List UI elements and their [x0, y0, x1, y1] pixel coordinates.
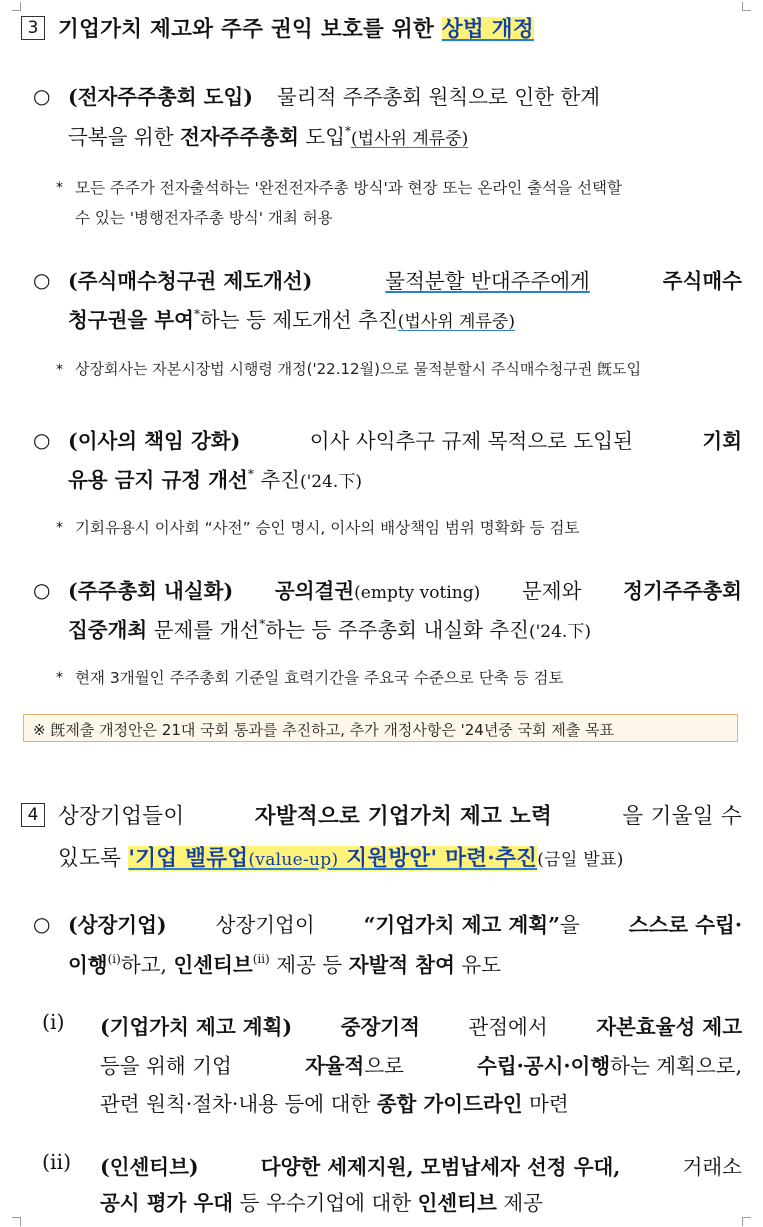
s3-item3-line2-bold: 유용 금지 규정 개선 — [68, 468, 248, 492]
s3-item2-line1 — [68, 264, 742, 294]
section-3-number-box: 3 — [21, 16, 45, 40]
s4-sub2-line2-c: 인센티브 — [417, 1191, 497, 1215]
section-3-title — [58, 12, 534, 43]
s4-sub1-label: (기업가치 제고 계획) — [100, 1015, 293, 1039]
page-corner-bottom-right — [742, 1217, 751, 1226]
s3-item2-line2-b: 하는 등 제도개선 추진 — [199, 308, 398, 332]
s3-item2-label: (주식매수청구권 제도개선) — [68, 269, 313, 293]
s3-item2-line1-mid: 물적분할 반대주주에게 — [385, 269, 590, 293]
s4-sub2-line2 — [100, 1186, 543, 1216]
s4-item1-line1 — [68, 908, 742, 938]
s3-item3-line2 — [68, 463, 362, 493]
s3-item2-note-line1: 상장회사는 자본시장법 시행령 개정('22.12월)으로 물적분할시 주식매수청구권 旣도입 — [75, 360, 642, 378]
s3-item4-line1-mid: 공의결권 — [274, 579, 355, 603]
s4-sub1-line3-a: 관련 원칙·절차·내용 등에 대한 — [100, 1092, 371, 1116]
s4-sub2-line1-mid: 다양한 세제지원, 모범납세자 선정 우대, — [260, 1155, 621, 1179]
s3-item1-line1 — [68, 80, 742, 110]
s4-sub2-line2-d: 제공 — [503, 1191, 543, 1215]
s3-item4-label: (주주총회 내실화) — [68, 579, 234, 603]
s3-item3-note-line1: 기회유용시 이사회 “사전” 승인 명시, 이사의 배상책임 범위 명확화 등 검토 — [75, 519, 580, 537]
s3-item2-line1-end: 주식매수 — [662, 269, 742, 293]
section-3-title-highlight: 상법 개정 — [441, 17, 534, 42]
footnote-star: * — [345, 124, 352, 138]
s3-item4-line2-c: 하는 등 주주총회 내실화 추진 — [265, 618, 529, 642]
s4-sub1-line1 — [100, 1010, 742, 1040]
bullet-circle: ○ — [33, 84, 51, 108]
page-corner-bottom-left — [12, 1217, 21, 1226]
s4-item1-line2-a: 이행 — [68, 953, 108, 977]
s4-sub1-line2-d: 수립·공시·이행 — [477, 1054, 611, 1078]
s4-sub2-line1 — [100, 1150, 742, 1180]
section-4-line2 — [58, 841, 624, 872]
s3-item4-line2-bold: 집중개최 — [68, 618, 148, 642]
s3-item2-line2-bold: 청구권을 부여 — [68, 308, 194, 332]
bullet-circle: ○ — [33, 578, 51, 602]
section-4-line1-a: 상장기업들이 — [58, 804, 185, 829]
note-star: * — [56, 180, 63, 196]
bullet-circle: ○ — [33, 268, 51, 292]
footnote-star: * — [193, 307, 200, 321]
bullet-circle: ○ — [33, 428, 51, 452]
section-4-line1 — [58, 799, 742, 830]
bullet-circle: ○ — [33, 912, 51, 936]
s4-item1-line2-e: 자발적 참여 — [348, 953, 455, 977]
section-4-number-box: 4 — [21, 803, 45, 827]
s3-item4-note-line1: 현재 3개월인 주주총회 기준일 효력기간을 주요국 수준으로 단축 등 검토 — [75, 669, 564, 687]
s4-item1-label: (상장기업) — [68, 913, 167, 937]
section-4-announce: (금일 발표) — [537, 850, 624, 870]
s3-item4-line1-mid2: (empty voting) — [354, 583, 481, 603]
s4-sub1-line3 — [100, 1087, 569, 1117]
s4-item1-line1-mid2: 을 — [559, 913, 580, 937]
section-4-line2-a: 있도록 — [58, 846, 122, 871]
s4-sub2-line1-end: 거래소 — [682, 1155, 742, 1179]
section-4-line1-c: 을 기울일 수 — [622, 804, 742, 829]
s3-item4-line1-end: 정기주주총회 — [623, 579, 742, 603]
note-star: * — [56, 520, 63, 536]
s4-item1-sup2: (ⅱ) — [252, 952, 270, 966]
s3-item4-line2-b: 문제를 개선 — [153, 618, 260, 642]
section-4-highlight-b: (value-up) — [248, 850, 339, 870]
s4-sub1-line1-mid: 중장기적 — [340, 1015, 420, 1039]
s4-item1-line2 — [68, 948, 501, 978]
s3-item3-line1-end: 기회 — [702, 429, 742, 453]
note-star: * — [56, 362, 63, 378]
s4-item1-line2-d: 제공 등 — [276, 953, 343, 977]
s4-sub1-line3-c: 마련 — [529, 1092, 569, 1116]
s3-item1-line2-a: 극복을 위한 — [68, 125, 174, 149]
section-4-highlight-c: 지원방안' 마련·추진 — [346, 846, 538, 871]
s4-sub1-line2-b: 자율적 — [304, 1054, 365, 1078]
s4-sub1-marker: (ⅰ) — [42, 1010, 65, 1034]
s3-item1-line2-c: 도입 — [305, 125, 346, 149]
s4-sub2-marker: (ⅱ) — [42, 1150, 72, 1174]
s4-sub1-line2-e: 하는 계획으로, — [610, 1054, 742, 1078]
s3-item3-timing: ('24.下) — [299, 472, 362, 492]
s4-sub1-line2-a: 등을 위해 기업 — [100, 1054, 232, 1078]
s3-item1-status: (법사위 계류중) — [351, 129, 469, 149]
s4-item1-line1-quote: “기업가치 제고 계획” — [363, 913, 560, 937]
section-4-line1-bold: 자발적으로 기업가치 제고 노력 — [254, 804, 553, 829]
s3-item4-timing: ('24.下) — [528, 622, 591, 642]
s4-item1-line2-f: 유도 — [461, 953, 502, 977]
s4-item1-sup1: (ⅰ) — [107, 952, 121, 966]
s4-sub2-line2-a: 공시 평가 우대 — [100, 1191, 234, 1215]
s4-sub1-line3-b: 종합 가이드라인 — [376, 1092, 523, 1116]
s3-item4-line2 — [68, 613, 591, 643]
s4-sub1-line1-end: 자본효율성 제고 — [596, 1015, 742, 1039]
s3-item1-line1-text: 물리적 주주총회 원칙으로 인한 한계 — [276, 85, 601, 109]
s4-item1-line1-end: 스스로 수립· — [628, 913, 742, 937]
page-corner-top-left — [12, 2, 21, 11]
s4-item1-line1-mid: 상장기업이 — [215, 913, 315, 937]
footnote-star: * — [247, 467, 254, 481]
s4-item1-line2-b: 하고, — [120, 953, 167, 977]
s3-item1-label: (전자주주총회 도입) — [68, 85, 253, 109]
s3-item1-line2 — [68, 120, 468, 150]
s3-item4-line1 — [68, 574, 742, 604]
s4-sub2-label: (인센티브) — [100, 1155, 199, 1179]
section-4-highlight — [128, 846, 537, 871]
s4-sub1-line2-c: 으로 — [364, 1054, 404, 1078]
s4-item1-line2-c: 인센티브 — [173, 953, 253, 977]
section-3-footnote-text: ※ 旣제출 개정안은 21대 국회 통과를 추진하고, 추가 개정사항은 '24년중 국회 제출 목표 — [33, 721, 615, 739]
s3-item2-status: (법사위 계류중) — [397, 312, 515, 332]
s4-sub1-line2 — [100, 1049, 742, 1079]
s3-item3-line1 — [68, 424, 742, 454]
s3-item1-note-line1: 모든 주주가 전자출석하는 '완전전자주총 방식'과 현장 또는 온라인 출석을 선택할 — [75, 179, 622, 197]
s4-sub2-line2-b: 등 우수기업에 대한 — [239, 1191, 412, 1215]
s4-sub1-line1-mid2: 관점에서 — [468, 1015, 548, 1039]
s3-item1-note-line2: 수 있는 '병행전자주총 방식' 개최 허용 — [75, 209, 333, 227]
s3-item2-line2 — [68, 303, 515, 333]
s3-item3-line2-b: 추진 — [260, 468, 300, 492]
note-star: * — [56, 670, 63, 686]
page-corner-top-right — [742, 2, 751, 11]
section-4-highlight-a: '기업 밸류업 — [128, 846, 249, 871]
s3-item1-line2-bold: 전자주주총회 — [180, 125, 299, 149]
s3-item3-label: (이사의 책임 강화) — [68, 429, 241, 453]
s3-item3-line1-mid: 이사 사익추구 규제 목적으로 도입된 — [309, 429, 633, 453]
s3-item4-line1-mid3: 문제와 — [522, 579, 582, 603]
section-3-title-main: 기업가치 제고와 주주 권익 보호를 위한 — [58, 17, 435, 42]
footnote-star: * — [259, 617, 266, 631]
